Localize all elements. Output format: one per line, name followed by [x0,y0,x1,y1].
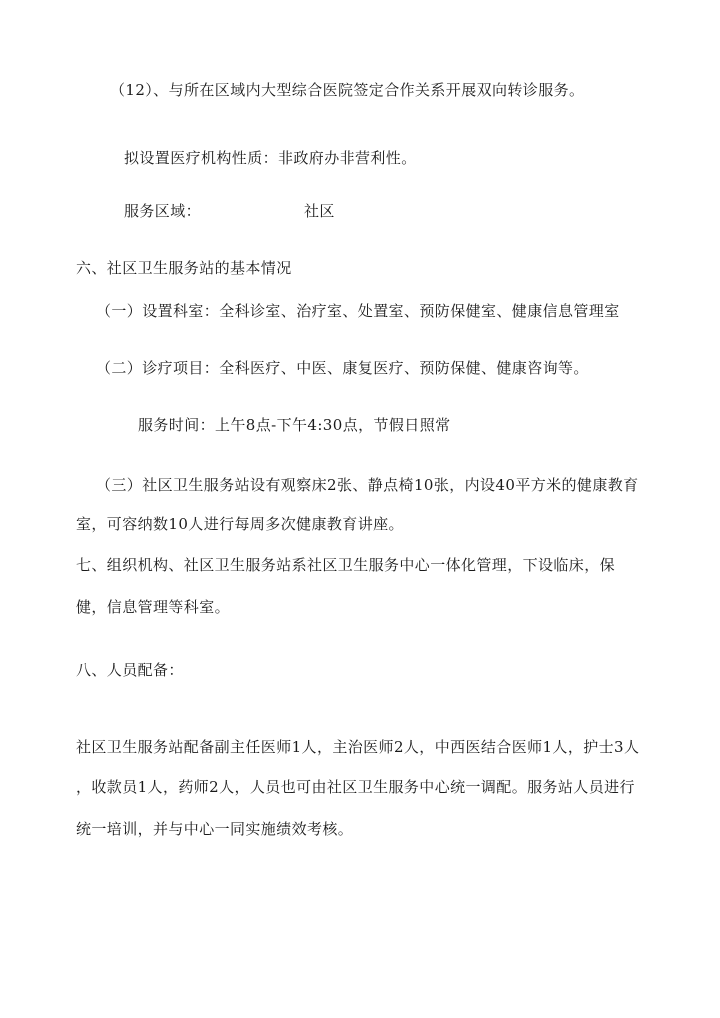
section-8-heading: 八、人员配备： [76,661,184,679]
section-7-line-2: 健，信息管理等科室。 [76,598,231,616]
service-area-label: 服务区域： [124,202,202,220]
staffing-line-2: ，收款员1人，药师2人，人员也可由社区卫生服务中心统一调配。服务站人员进行 [76,778,635,796]
item-12-text: （12）、与所在区域内大型综合医院签定合作关系开展双向转诊服务。 [110,81,585,99]
departments-text: （一）设置科室：全科诊室、治疗室、处置室、预防保健室、健康信息管理室 [96,302,620,320]
section-7-line-1: 七、组织机构、社区卫生服务站系社区卫生服务中心一体化管理，下设临床，保 [76,556,616,574]
facilities-text-line-1: （三）社区卫生服务站设有观察床2张、静点椅10张，内设40平方米的健康教育 [96,476,639,494]
facilities-text-line-2: 室，可容纳数10人进行每周多次健康教育讲座。 [76,515,404,533]
service-area-value: 社区 [304,202,335,220]
section-6-heading: 六、社区卫生服务站的基本情况 [76,259,292,277]
staffing-line-3: 统一培训，并与中心一同实施绩效考核。 [76,820,354,838]
service-time-text: 服务时间：上午8点-下午4:30点，节假日照常 [138,416,451,434]
staffing-line-1: 社区卫生服务站配备副主任医师1人，主治医师2人，中西医结合医师1人，护士3人 [76,738,640,756]
institution-nature-text: 拟设置医疗机构性质：非政府办非营利性。 [124,149,417,167]
services-text: （二）诊疗项目：全科医疗、中医、康复医疗、预防保健、健康咨询等。 [96,359,589,377]
